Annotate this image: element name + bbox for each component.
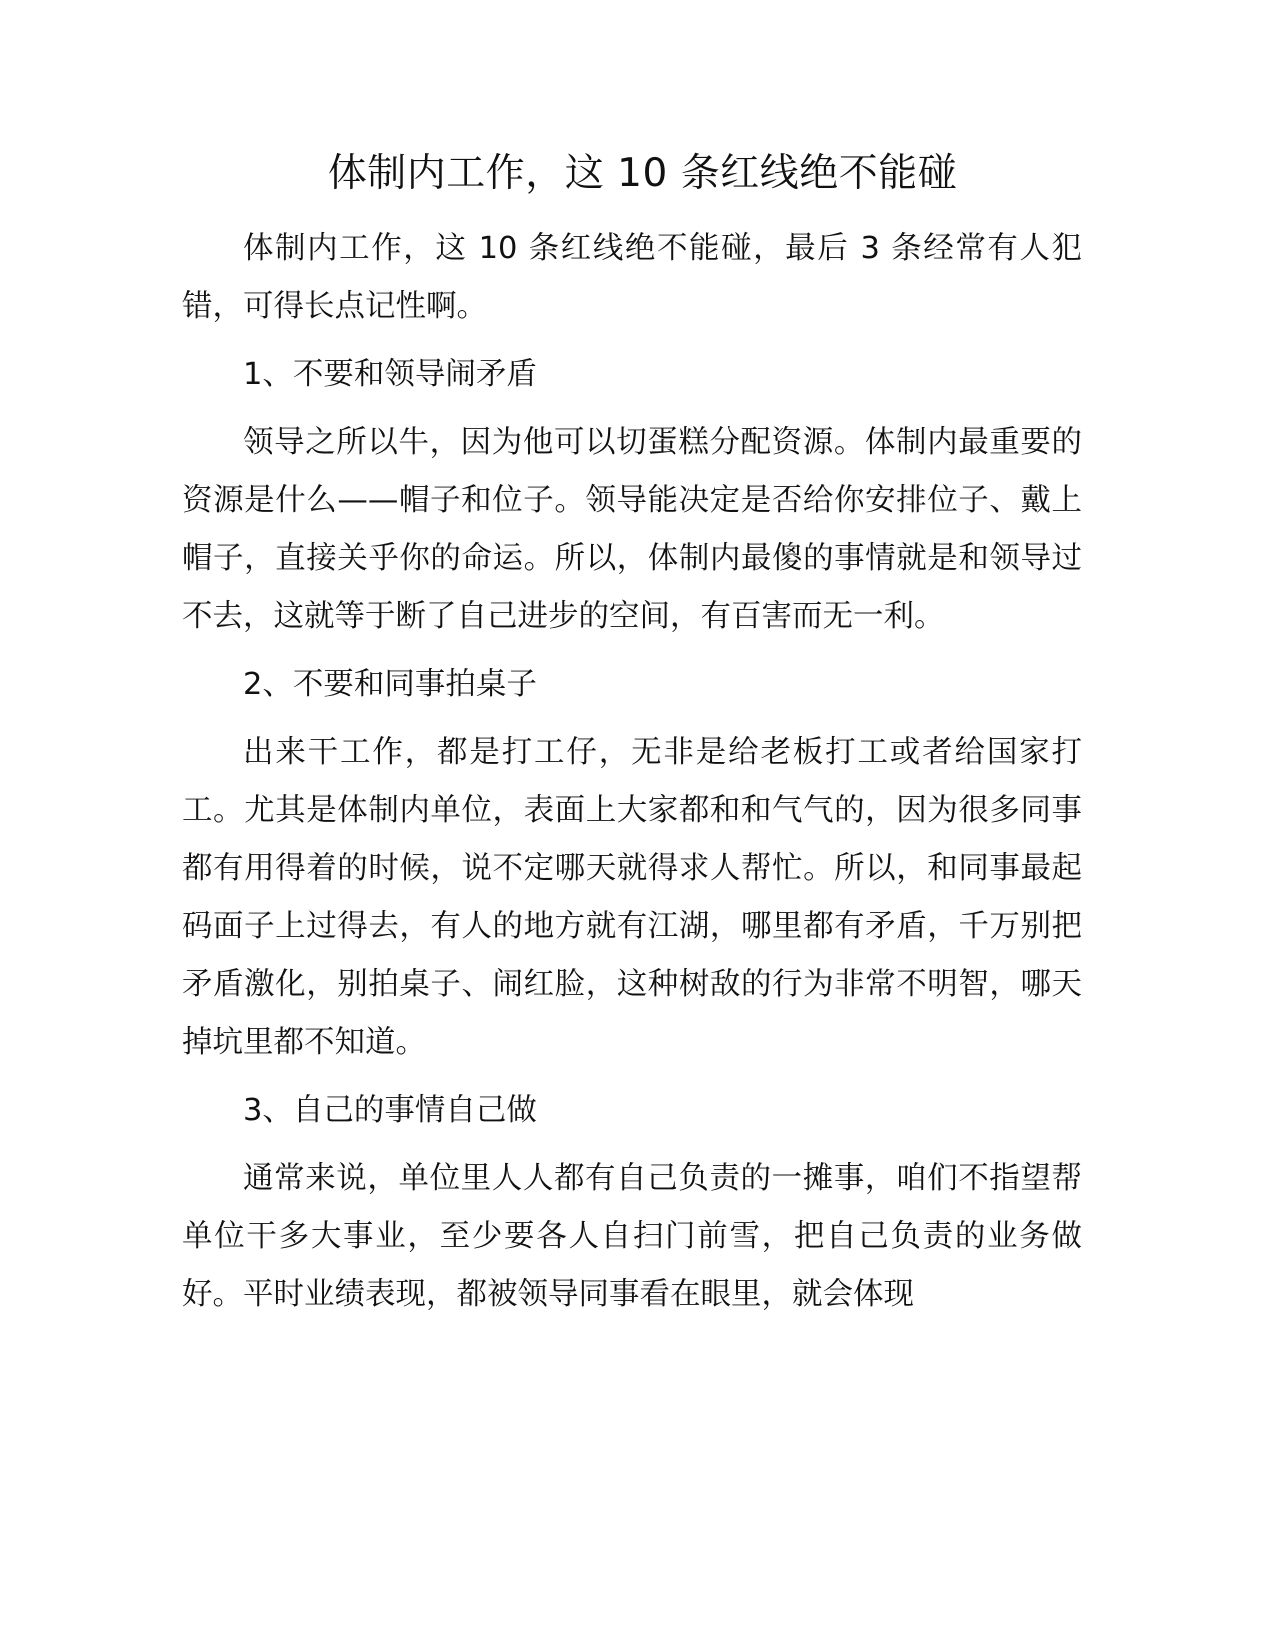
document-body (182, 220, 1082, 1334)
document-title: 体制内工作，这 10 条红线绝不能碰 (327, 151, 958, 196)
intro-paragraph: 体制内工作，这 10 条红线绝不能碰，最后 3 条经常有人犯错，可得长点记性啊。 (182, 231, 1082, 324)
section-heading-1: 1、不要和领导闹矛盾 (243, 357, 537, 392)
section-paragraph-2: 出来干工作，都是打工仔，无非是给老板打工或者给国家打工。尤其是体制内单位，表面上大家都和和气气的，因为很多同事都有用得着的时候，说不定哪天就得求人帮忙。所以，和同事最起码面子上过得去，有人的地方就有江湖，哪里都有矛盾，千万别把矛盾激化，别拍桌子、闹红脸，这种树敌的行为非常不明智，哪天掉坑里都不知道。 (182, 735, 1082, 1060)
section-heading-2: 2、不要和同事拍桌子 (243, 667, 537, 702)
section-paragraph-3: 通常来说，单位里人人都有自己负责的一摊事，咱们不指望帮单位干多大事业，至少要各人自扫门前雪，把自己负责的业务做好。平时业绩表现，都被领导同事看在眼里，就会体现 (182, 1161, 1082, 1312)
section-heading-3: 3、自己的事情自己做 (243, 1093, 537, 1128)
section-paragraph-1: 领导之所以牛，因为他可以切蛋糕分配资源。体制内最重要的资源是什么——帽子和位子。领导能决定是否给你安排位子、戴上帽子，直接关乎你的命运。所以，体制内最傻的事情就是和领导过不去，这就等于断了自己进步的空间，有百害而无一利。 (182, 425, 1082, 634)
